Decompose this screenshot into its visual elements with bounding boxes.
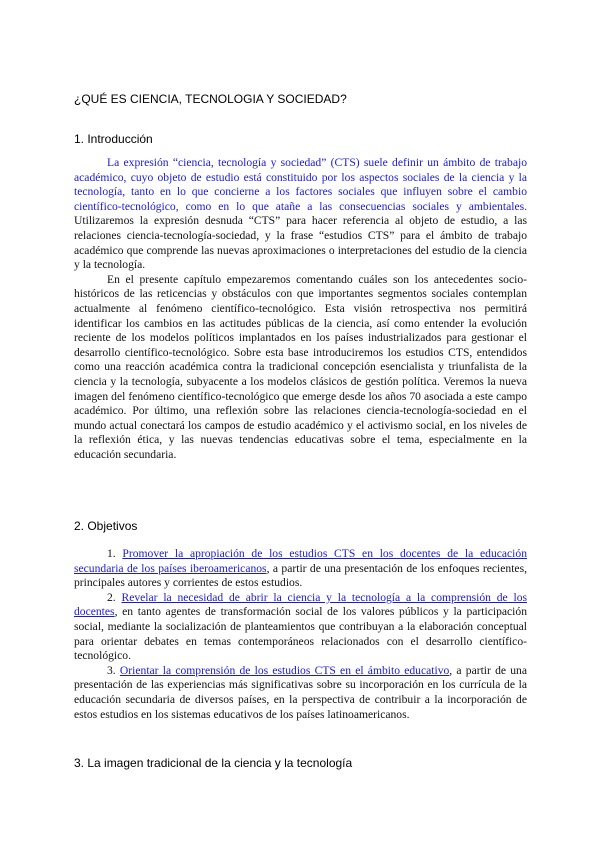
- introduction-paragraph-1: [74, 156, 527, 273]
- introduction-paragraph-2: En el presente capítulo empezaremos comentando cuáles son los antecedentes socio-históricos de las reticencias y obstáculos con que importantes segmentos sociales contemplan actualmente al fenómeno científico-tecnológico. Esta visión retrospectiva nos permitirá identificar los cambios en las actitudes públicas de la ciencia, así como entender la evolución reciente de los modelos políticos implantados en los países industrializados para gestionar el desarrollo científico-tecnológico. Sobre esta base introduciremos los estudios CTS, entendidos como una reacción académica contra la tradicional concepción esencialista y triunfalista de la ciencia y la tecnología, subyacente a los modelos clásicos de gestión política. Veremos la nueva imagen del fenómeno científico-tecnológico que emerge desde los años 70 asociada a este campo académico. Por último, una reflexión sobre las relaciones ciencia-tecnología-sociedad en el mundo actual conectará los campos de estudio académico y el activismo social, en los niveles de la reflexión ética, y las nuevas tendencias educativas sobre el tema, especialmente en la educación secundaria.: [74, 272, 527, 461]
- section-heading-objectives: 2. Objetivos: [74, 519, 138, 533]
- introduction-paragraph-1-rest: Utilizaremos la expresión desnuda “CTS” para hacer referencia al objeto de estudio, a las relaciones ciencia-tecnología-sociedad, y la frase “estudios CTS” para el ámbito de trabajo académico que comprende las nuevas aproximaciones o interpretaciones del estudio de la ciencia y la tecnología.: [74, 214, 527, 272]
- objective-item: [74, 664, 527, 722]
- objective-text: , en tanto agentes de transformación social de los valores públicos y la participación social, mediante la socialización de planteamientos que contribuyan a la elaboración conceptual para orientar debates en temas contemporáneos relacionados con el desarrollo científico-tecnológico.: [74, 605, 527, 663]
- cts-definition-highlight: La expresión “ciencia, tecnología y sociedad” (CTS) suele definir un ámbito de trabajo académico, cuyo objeto de estudio está constituido por los aspectos sociales de la ciencia y la tecnología, tanto en lo que concierne a los factores sociales que influyen sobre el cambio científico-tecnológico, como en lo que atañe a las consecuencias sociales y ambientales.: [74, 156, 527, 213]
- section-heading-introduction: 1. Introducción: [74, 132, 153, 146]
- objective-link-revelar[interactable]: Revelar la necesidad de abrir la ciencia y la tecnología a la comprensión de los docentes: [74, 590, 527, 619]
- objective-link-orientar[interactable]: Orientar la comprensión de los estudios CTS en el ámbito educativo: [119, 663, 450, 677]
- objective-number: 3.: [107, 663, 120, 677]
- section-heading-traditional-image: 3. La imagen tradicional de la ciencia y la tecnología: [74, 756, 353, 770]
- introduction-body: [74, 156, 527, 462]
- objective-number: 2.: [107, 590, 122, 604]
- objective-item: [74, 547, 527, 591]
- objective-link-promover[interactable]: Promover la apropiación de los estudios CTS en los docentes de la educación secundaria de los países iberoamericanos: [74, 547, 528, 575]
- objective-text: , a partir de una presentación de las experiencias más significativas sobre su incorporación en los currícula de la educación secundaria de diversos países, en la perspectiva de contribuir a la incorporación de estos estudios en los sistemas educativos de los países latinoamericanos.: [74, 663, 527, 721]
- document-title: ¿QUÉ ES CIENCIA, TECNOLOGIA Y SOCIEDAD?: [74, 92, 347, 106]
- objective-item: [74, 591, 527, 664]
- objective-number: 1.: [107, 547, 123, 560]
- objectives-list: [74, 547, 527, 722]
- objective-text: , a partir de una presentación de los enfoques recientes, principales autores y corrientes de estos estudios.: [74, 561, 527, 590]
